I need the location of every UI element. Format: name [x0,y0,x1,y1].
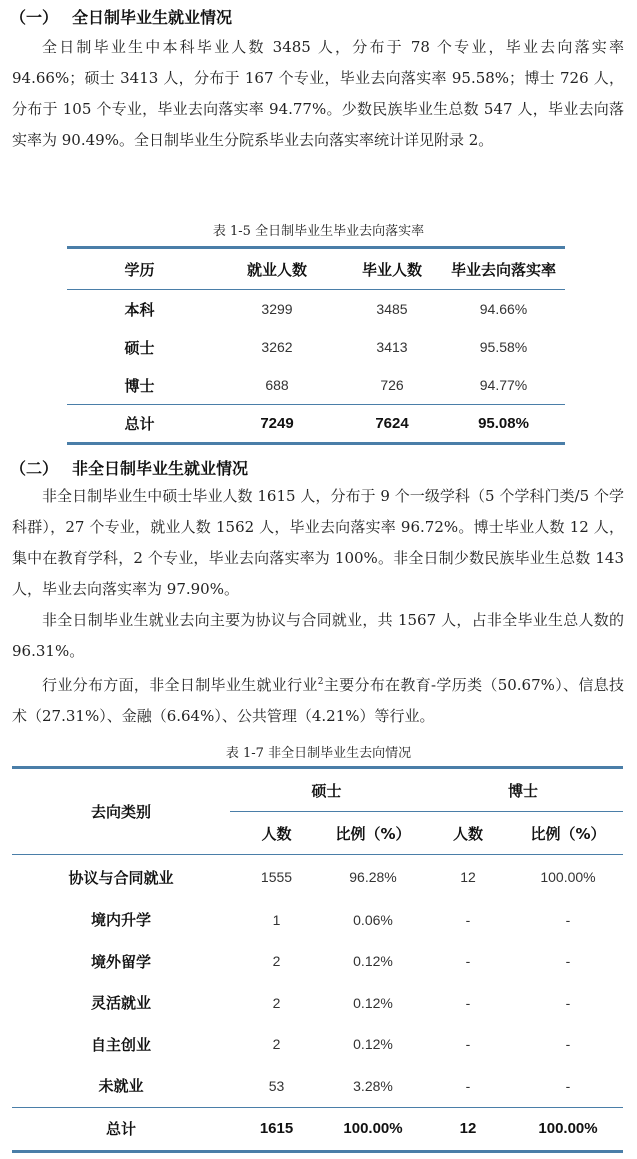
table-cell: 1555 [260,869,293,885]
section-1-title: 全日制毕业生就业情况 [72,8,233,27]
table-cell: 688 [265,377,289,393]
table-cell: 0.12% [353,1036,393,1053]
table-1-5 [67,246,565,445]
row-label: 境外留学 [90,952,151,971]
table-group-header-row [12,768,623,812]
table-cell: 12 [460,869,476,885]
table-row [12,941,623,983]
table-cell: - [565,994,571,1011]
table-cell: 3299 [261,301,293,317]
paragraph-3-text: 主要分布在教育-学历类（50.67%）、信息技术（27.31%）、金融（6.64%）、公共管理（4.21%）等行业。 [12,676,624,725]
table-cell: 100.00% [323,1107,423,1151]
table-cell: - [465,1077,471,1094]
sub-header: 比例（%） [323,812,423,855]
table-cell: 2 [272,1036,281,1053]
table-cell: 1615 [230,1107,323,1151]
table-cell: 3485 [376,301,408,317]
table-row [67,328,565,366]
table-cell: 100.00% [513,1107,623,1151]
table-cell: 2 [272,953,281,970]
table-cell: 726 [380,377,404,393]
table-row [12,899,623,941]
table-1-7-caption: 表 1-7 非全日制毕业生去向情况 [225,746,412,761]
sub-header: 人数 [423,812,513,855]
row-label: 总计 [12,1107,230,1151]
table-cell: 95.08% [442,405,565,444]
table-total-row [67,405,565,444]
section-1-paragraph: 全日制毕业生中本科毕业人数 3485 人，分布于 78 个专业，毕业去向落实率 94.66%；硕士 3413 人，分布于 167 个专业，毕业去向落实率 95.58%；博士 726 人，分布于 105 个专业，毕业去向落实率 94.77%。少数民族毕业生总数 547 人，毕业去向落实率为 90.49%。全日制毕业生分院系毕业去向落实率统计详见附录 2。 [12,38,624,149]
col-header: 毕业人数 [342,248,442,290]
table-cell: 100.00% [540,869,596,885]
table-cell: 7624 [342,405,442,444]
row-label: 博士 [124,376,155,395]
table-cell: 12 [423,1107,513,1151]
table-cell: 95.58% [479,339,528,355]
table-cell: 3.28% [353,1077,393,1094]
table-cell: - [465,1036,471,1053]
table-row [12,855,623,900]
table-row [12,982,623,1024]
row-label: 自主创业 [90,1035,151,1054]
paragraph-3-text: 行业分布方面，非全日制毕业生就业行业 [42,676,318,694]
section-2-number: （二） [10,459,59,478]
row-label: 总计 [67,405,212,444]
row-header: 去向类别 [12,768,230,855]
table-cell: 94.77% [479,377,528,393]
sub-header: 比例（%） [513,812,623,855]
table-cell: 3262 [261,339,293,355]
table-header-row [67,248,565,290]
table-cell: - [465,994,471,1011]
table-row [12,1065,623,1107]
table-cell: 0.12% [353,953,393,970]
col-header: 学历 [67,248,212,290]
table-cell: 96.28% [349,869,397,885]
row-label: 境内升学 [90,911,151,930]
section-2-paragraph-3 [12,667,624,732]
table-cell: 53 [268,1077,285,1094]
section-2-heading [10,456,248,479]
section-2-paragraph-2: 非全日制毕业生就业去向主要为协议与合同就业，共 1567 人，占非全毕业生总人数的 96.31%。 [12,611,624,660]
table-cell: - [465,911,471,928]
group-header-master: 硕士 [230,768,423,812]
table-1-5-caption: 表 1-5 全日制毕业生毕业去向落实率 [212,224,425,239]
table-cell: - [465,953,471,970]
table-cell: 2 [272,994,281,1011]
col-header: 就业人数 [212,248,342,290]
row-label: 未就业 [98,1077,144,1096]
section-2-paragraph-1: 非全日制毕业生中硕士毕业人数 1615 人，分布于 9 个一级学科（5 个学科门类/5 个学科群），27 个专业，就业人数 1562 人，毕业去向落实率 96.72%。博士毕业人数 12 人，集中在教育学科，2 个专业，毕业去向落实率为 100%。非全日制少数民族毕业生总数 143 人，毕业去向落实率为 97.90%。 [12,487,624,598]
row-label: 协议与合同就业 [68,868,174,887]
row-label: 硕士 [124,338,155,357]
table-cell: 7249 [212,405,342,444]
group-header-doctor: 博士 [423,768,623,812]
table-cell: 3413 [376,339,408,355]
table-1-7 [12,766,623,1153]
footnote-marker: 2 [317,677,324,687]
table-cell: - [565,953,571,970]
table-cell: - [565,1077,571,1094]
table-cell: 0.12% [353,994,393,1011]
table-cell: - [565,911,571,928]
table-row [12,1024,623,1066]
table-row [67,366,565,405]
table-total-row [12,1107,623,1151]
section-1-heading [10,5,232,28]
row-label: 灵活就业 [90,994,151,1013]
table-cell: - [565,1036,571,1053]
table-cell: 0.06% [353,911,393,928]
section-2-title: 非全日制毕业生就业情况 [72,459,249,478]
table-cell: 1 [272,911,281,928]
table-cell: 94.66% [479,301,528,317]
row-label: 本科 [124,300,155,319]
table-row [67,290,565,329]
col-header: 毕业去向落实率 [442,248,565,290]
section-1-number: （一） [10,8,59,27]
sub-header: 人数 [230,812,323,855]
